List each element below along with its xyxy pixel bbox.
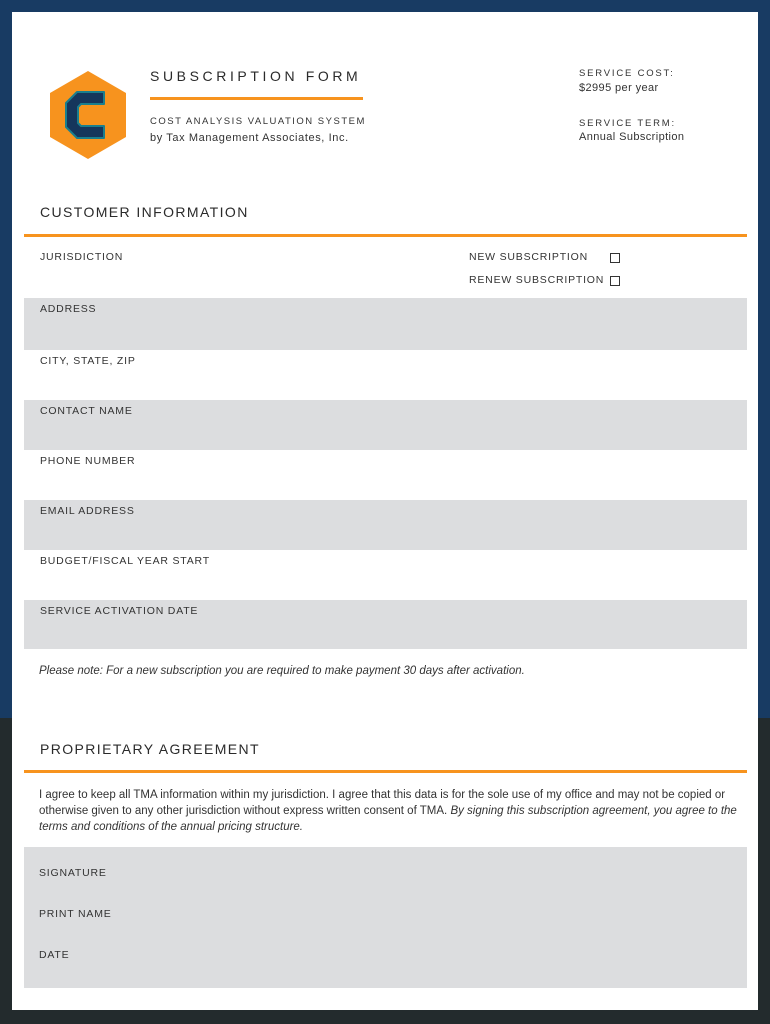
- signature-label: SIGNATURE: [39, 867, 107, 879]
- renew-subscription-label: RENEW SUBSCRIPTION: [469, 274, 605, 286]
- address-field[interactable]: [24, 298, 747, 350]
- service-cost-label: SERVICE COST:: [579, 68, 675, 79]
- address-label: ADDRESS: [40, 303, 97, 315]
- date-field[interactable]: [24, 939, 747, 979]
- company-name: by Tax Management Associates, Inc.: [150, 132, 349, 144]
- service-cost-value: $2995 per year: [579, 82, 659, 94]
- jurisdiction-label: JURISDICTION: [40, 251, 124, 263]
- form-title: SUBSCRIPTION FORM: [150, 68, 362, 84]
- service-activation-date-label: SERVICE ACTIVATION DATE: [40, 605, 199, 617]
- new-subscription-checkbox[interactable]: [610, 253, 620, 263]
- date-label: DATE: [39, 949, 70, 961]
- new-subscription-option: [469, 251, 588, 263]
- city-state-zip-label: CITY, STATE, ZIP: [40, 355, 136, 367]
- title-divider: [150, 97, 363, 100]
- signature-field[interactable]: [24, 857, 747, 897]
- service-term-value: Annual Subscription: [579, 131, 685, 143]
- email-address-label: EMAIL ADDRESS: [40, 505, 135, 517]
- print-name-label: PRINT NAME: [39, 908, 112, 920]
- agreement-text-plain: I agree to keep all TMA information within my jurisdiction. I agree that this data is for the sole use of my office and may not be copied or otherwise given to any other jurisdiction without express written consent of TMA.: [39, 789, 726, 817]
- contact-name-label: CONTACT NAME: [40, 405, 133, 417]
- service-term-label: SERVICE TERM:: [579, 118, 676, 129]
- customer-information-heading: CUSTOMER INFORMATION: [40, 204, 249, 220]
- renew-subscription-checkbox[interactable]: [610, 276, 620, 286]
- agreement-text: [39, 787, 739, 835]
- print-name-field[interactable]: [24, 898, 747, 938]
- jurisdiction-field[interactable]: [24, 242, 464, 298]
- system-name: COST ANALYSIS VALUATION SYSTEM: [150, 116, 366, 127]
- renew-subscription-option: [469, 274, 604, 286]
- proprietary-agreement-heading: PROPRIETARY AGREEMENT: [40, 741, 260, 757]
- form-sheet: [12, 12, 758, 1010]
- agreement-text-italic: By signing this subscription agreement, you agree to the terms and conditions of the annual pricing structure.: [39, 805, 737, 833]
- hexagon-c-logo-icon: [48, 70, 128, 160]
- agreement-section-divider: [24, 770, 747, 773]
- phone-number-label: PHONE NUMBER: [40, 455, 136, 467]
- customer-section-divider: [24, 234, 747, 237]
- budget-fiscal-year-label: BUDGET/FISCAL YEAR START: [40, 555, 210, 567]
- new-subscription-label: NEW SUBSCRIPTION: [469, 251, 588, 263]
- payment-note: Please note: For a new subscription you are required to make payment 30 days after activation.: [39, 665, 525, 677]
